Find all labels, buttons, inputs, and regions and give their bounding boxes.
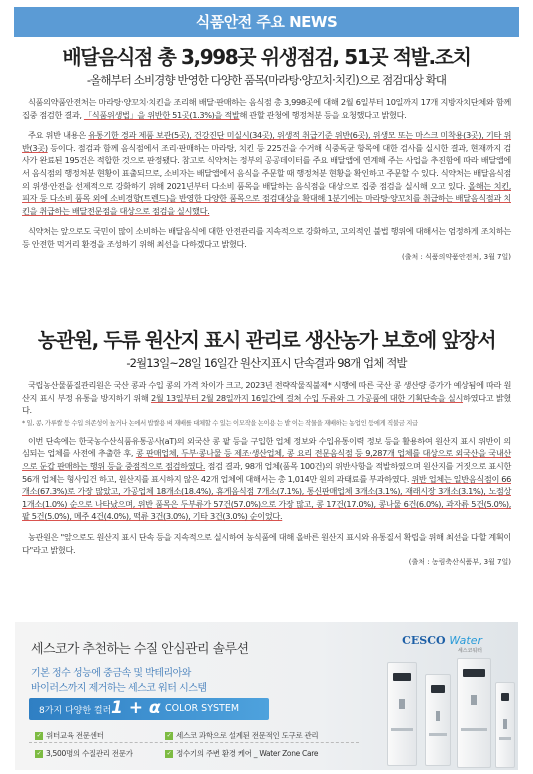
check-icon: ✓ bbox=[36, 750, 42, 757]
article-2-footnote: * 일, 콩, 가루쌀 등 수입 의존성이 높거나 논에서 밥쌀용 벼 재배를 대체할 수 있는 이모작을 논이용 는 밭 이는 작물을 재배하는 농업인 등에게 직불금 지급 bbox=[22, 419, 418, 427]
water-purifier-image bbox=[457, 658, 491, 768]
cesco-water-logo bbox=[402, 634, 482, 654]
article-2-headline: 농관원, 두류 원산지 표시 관리로 생산농가 보호에 앞장서 bbox=[37, 328, 496, 352]
water-purifier-image bbox=[425, 674, 451, 766]
color-system-label: COLOR SYSTEM bbox=[165, 703, 240, 714]
check-icon: ✓ bbox=[36, 732, 42, 739]
logo-text: CESCO bbox=[402, 634, 446, 647]
article-1-source: (출처 : 식품의약품안전처, 3월 7일) bbox=[402, 252, 511, 261]
water-purifier-image bbox=[387, 662, 417, 766]
ad-feature-2: ✓ 3,500명의 수질관리 전문가 bbox=[36, 749, 133, 758]
article-2-paragraph-3: 농관원은 "앞으로도 원산지 표시 단속 등을 지속적으로 실시하여 농식품에 대해 올바른 원산지 표시와 유통질서 확립을 위해 최선을 다할 계획이다"라고 밝혔다. bbox=[22, 531, 511, 555]
ad-feature-4: ✓ 정수기의 주변 환경 케어 _ Water Zone Care bbox=[166, 749, 319, 758]
article-2-paragraph-2: 이번 단속에는 한국농수산식품유통공사(aT)의 외국산 콩 팥 등을 구입한 업체 정보와 수입유통이력 정보 등을 활용하여 원산지 표시 위반이 의심되는 업체를 사전에 추출한 후, 콩 판매업체, 두부·콩나물 등 제조·생산업체, 콩 요리 전문음식점 등 9,287개 업체를 대상으로 외국산을 국내산으로 둔갑 판매하는 행위 등을 중점적으로 점검하였다. 점검 결과, 98개 업체(품목 100건)의 위반사항을 적발하였으며 원산지를 거짓으로 표시한 56개 업체는 형사입건 하고, 원산지를 표시하지 않은 42개 업체에 대해서는 총 1,014만 원의 과태료를 부과하였다. 위반 업체는 일반음식점이 66개소(67.3%)로 가장 많았고, 가공업체 18개소(18.4%), 휴게음식점 7개소(7.1%), 통신판매업체 3개소(3.1%), 재래시장 3개소(3.1%), 노점상 1개소(1.0%) 순으로 나타났으며, 위반 품목은 두부류가 57건(57.0%)으로 가장 많고, 콩 17건(17.0%), 콩나물 6건(6.0%), 과자류 5건(5.0%), 팥 5건(5.0%), 메주 4건(4.0%), 떡류 3건(3.0%), 기타 3건(3.0%) 순이었다. bbox=[22, 435, 511, 522]
logo-subtext: 세스코워터 bbox=[457, 648, 482, 654]
article-1-headline: 배달음식점 총 3,998곳 위생점검, 51곳 적발.조치 bbox=[62, 45, 471, 69]
article-1-paragraph-1: 식품의약품안전처는 마라탕·양꼬치·치킨을 조리해 배달·판매하는 음식점 총 3,998곳에 대해 2월 6일부터 10일까지 17개 지방자치단체와 함께 집중 점검한 결과, 「식품위생법」을 위반한 51곳(1.3%)을 적발해 관할 관청에 행정처분 등을 요청했다고 밝혔다. bbox=[22, 97, 511, 120]
news-article-2 bbox=[18, 327, 515, 567]
section-banner: 식품안전 주요 NEWS bbox=[14, 7, 519, 37]
ad-tagline-2: 바이러스까지 제거하는 세스코 워터 시스템 bbox=[31, 683, 207, 694]
check-icon: ✓ bbox=[166, 732, 172, 739]
color-system-bar bbox=[29, 698, 269, 720]
one-plus-alpha-label: 1 + α bbox=[111, 698, 161, 718]
article-2-subhead: -2월13일~28일 16일간 원산지표시 단속결과 98개 업체 적발 bbox=[126, 356, 407, 370]
article-1-subhead: -올해부터 소비경향 반영한 다양한 품목(마라탕·양꼬치·치킨)으로 점검대상 확대 bbox=[86, 73, 447, 87]
color-count-label: 8가지 다양한 컬러 bbox=[39, 706, 112, 716]
article-2-paragraph-1: 국립농산물품질관리원은 국산 콩과 수입 콩의 가격 차이가 크고, 2023년 전략작물직불제* 시행에 따른 국산 콩 생산량 증가가 예상됨에 따라 원산지 표시 부정 유통을 방지하기 위해 2월 13일부터 2월 28일까지 16일간에 걸쳐 수입 두류와 그 가공품에 대한 기획단속을 실시하였다고 밝혔다. bbox=[22, 380, 511, 416]
news-article-1 bbox=[18, 44, 515, 262]
check-icon: ✓ bbox=[166, 750, 172, 757]
article-1-paragraph-2: 주요 위반 내용은 유통기한 경과 제품 보관(5곳), 건강진단 미실시(34곳), 위생적 취급기준 위반(6곳), 위생모 또는 마스크 미착용(3곳), 기타 위반(3곳) 등이다. 점검과 함께 음식점에서 조리·판매하는 마라탕, 치킨 등 225건을 수거해 식중독균 항목에 대한 검사를 실시한 결과, 현재까지 검사가 완료된 195건은 적합한 것으로 판정됐다. 참고로 식약처는 정부의 공공데이터를 주요 배달앱에 연계해 주는 사업을 추진함에 따라 배달앱에서 음식점의 행정처분 현황이 표출되므로, 소비자는 배달앱에서 음식을 주문할 때 행정처분 현황을 확인하고 주문할 수 있다. 식약처는 배달음식점의 위생·안전을 선제적으로 강화하기 위해 2021년부터 다소비 품목을 배달하는 음식점을 대상으로 집중 점검을 실시해 오고 있다. 올해는 치킨, 피자 등 다소비 품목 외에 소비경향(트렌드)을 반영한 다양한 품목으로 점검대상을 확대해 1분기에는 마라탕·양꼬치를 취급하는 배달음식점과 치킨을 취급하는 배달전문점을 대상으로 점검을 실시했다. bbox=[22, 130, 512, 216]
cesco-water-advertisement[interactable] bbox=[15, 622, 518, 770]
article-1-paragraph-3: 식약처는 앞으로도 국민이 많이 소비하는 배달음식에 대한 안전관리를 지속적으로 강화하고, 고의적인 불법 행위에 대해서는 엄정하게 조치하는 등 안전한 먹거리 환경을 조성하기 위해 최선을 다하겠다고 밝혔다. bbox=[22, 226, 511, 249]
water-purifier-image bbox=[495, 682, 515, 768]
ad-title: 세스코가 추천하는 수질 안심관리 솔루션 bbox=[31, 642, 249, 657]
ad-feature-1: ✓ 위터교육 전문센터 bbox=[36, 731, 104, 740]
logo-accent: Water bbox=[449, 634, 482, 647]
feature-divider bbox=[29, 742, 359, 743]
article-2-source: (출처 : 농림축산식품부, 3월 7일) bbox=[408, 558, 511, 567]
ad-tagline-1: 기본 정수 성능에 중금속 및 박테리아와 bbox=[31, 668, 191, 679]
ad-feature-3: ✓ 세스코 과학으로 설계된 전문적인 도구로 관리 bbox=[166, 731, 319, 740]
